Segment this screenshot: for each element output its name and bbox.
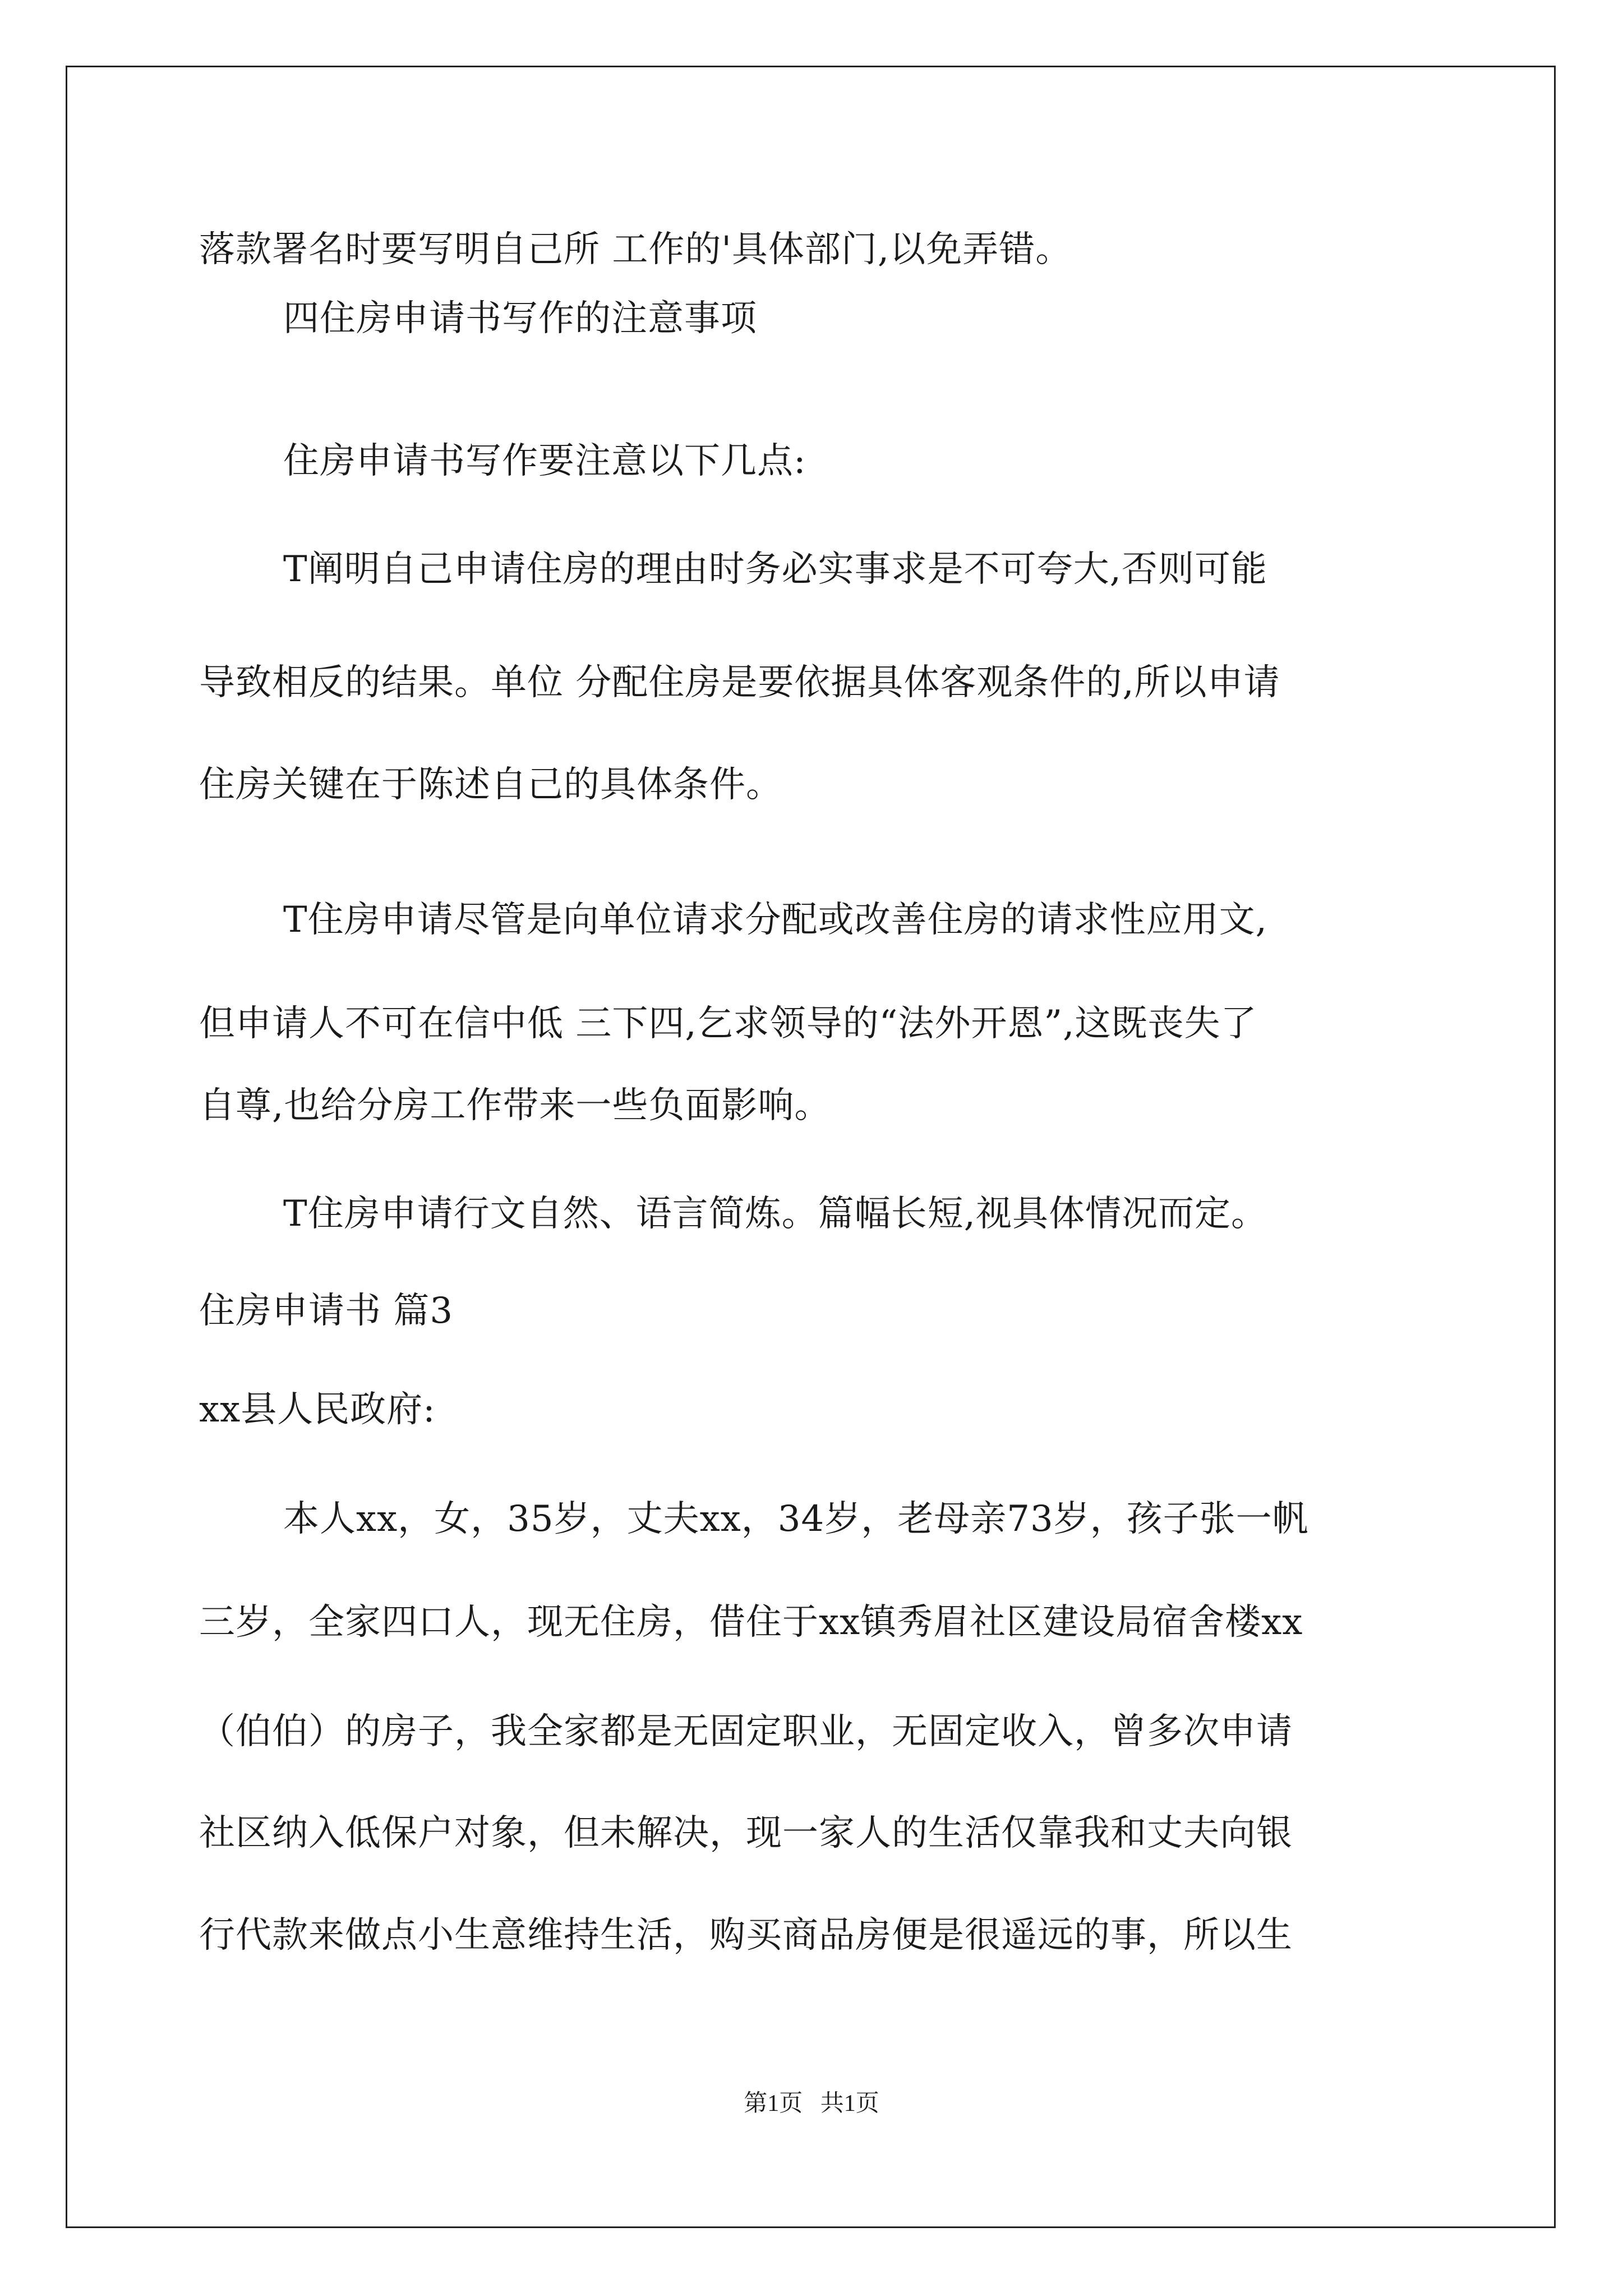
text-line-14: 三岁，全家四口人，现无住房，借住于xx镇秀眉社区建设局宿舍楼xx — [199, 1602, 1303, 1643]
article-heading: 住房申请书 篇3 — [199, 1290, 454, 1332]
text-line-10: T住房申请行文自然、语言简炼。篇幅长短,视具体情况而定。 — [283, 1193, 1268, 1235]
text-line-4: T阐明自己申请住房的理由时务必实事求是不可夸大,否则可能 — [283, 549, 1268, 590]
section-heading: 四住房申请书写作的注意事项 — [283, 298, 757, 339]
text-line-13: 本人xx，女，35岁，丈夫xx，34岁，老母亲73岁，孩子张一帆 — [283, 1498, 1309, 1540]
text-line-9: 自尊,也给分房工作带来一些负面影响。 — [199, 1085, 831, 1126]
text-line-6: 住房关键在于陈述自己的具体条件。 — [199, 764, 782, 806]
text-line-7: T住房申请尽管是向单位请求分配或改善住房的请求性应用文, — [283, 899, 1268, 941]
text-line-15: （伯伯）的房子，我全家都是无固定职业，无固定收入，曾多次申请 — [199, 1711, 1293, 1752]
page-border — [66, 66, 1556, 2228]
text-line-3: 住房申请书写作要注意以下几点: — [283, 440, 806, 482]
salutation: xx县人民政府: — [199, 1389, 436, 1430]
text-line-17: 行代款来做点小生意维持生活，购买商品房便是很遥远的事，所以生 — [199, 1915, 1293, 1956]
page-footer: 第1页 共1页 — [744, 2091, 879, 2116]
text-line-16: 社区纳入低保户对象，但未解决，现一家人的生活仅靠我和丈夫向银 — [199, 1812, 1293, 1854]
text-line-8: 但申请人不可在信中低 三下四,乞求领导的“法外开恩”,这既丧失了 — [199, 1003, 1257, 1045]
text-line-1: 落款署名时要写明自己所 工作的'具体部门,以免弄错。 — [199, 229, 1072, 270]
text-line-5: 导致相反的结果。单位 分配住房是要依据具体客观条件的,所以申请 — [199, 662, 1280, 703]
